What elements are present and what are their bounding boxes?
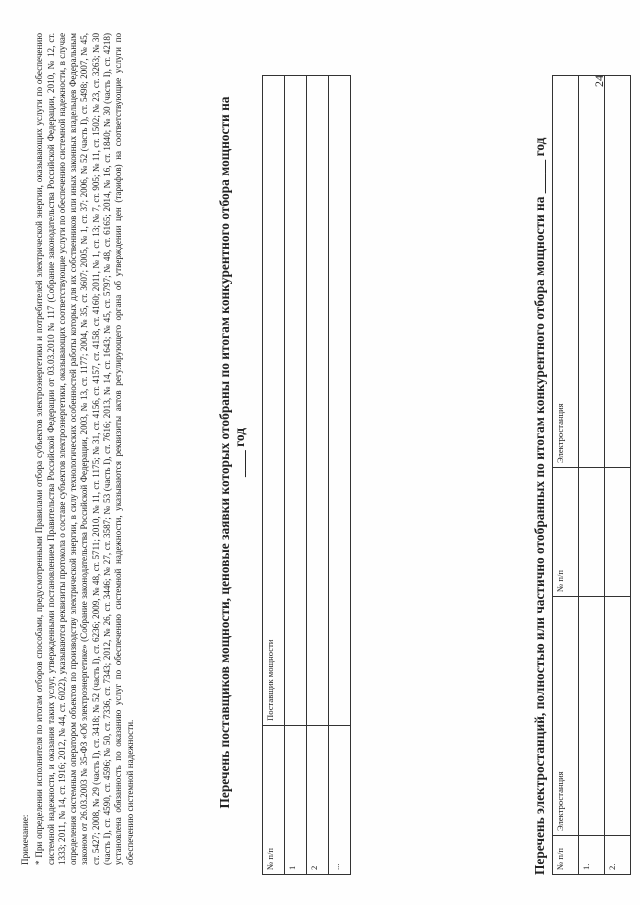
plant-cell xyxy=(579,597,605,836)
column-header-number: № п/п xyxy=(263,726,285,875)
column-header-number: № п/п xyxy=(553,836,579,875)
supplier-cell xyxy=(329,76,351,726)
footnote-block xyxy=(20,33,136,865)
supplier-cell xyxy=(285,76,307,726)
row-number: 1. xyxy=(579,836,605,875)
table-row xyxy=(605,76,631,875)
plant-cell-2 xyxy=(579,76,605,468)
row-number: 2. xyxy=(605,836,631,875)
note-body: * При определении исполнителя по итогам отборов способами, предусмотренными Правилами отбора субъектов электроэнергетики и потребителей электрической энергии, оказывающих услуги по обеспечению системной надежности, и оказания таких услуг, утвержденными постановлением Правительства Российской Федерации от 03.03.2010 № 117 (Собрание законодательства Российской Федерации, 2010, № 12, ст. 1333; 2011, № 14, ст. 1916; 2012, № 44, ст. 6022), указываются реквизиты протокола о составе субъектов электроэнергетики, оказывающих соответствующие услуги по обеспечению системной надежности, в случае определения системным оператором объектов по производству электрической энергии, в силу технологических особенностей работы которых для их собственников или иных законных владельцев Федеральным законом от 26.03.2003 № 35-ФЗ «Об электроэнергетике» (Собрание законодательства Российской Федерации, 2003, № 13, ст. 1177; 2004, № 35, ст. 3607; 2005, № 1, ст. 37; 2006, № 52 (часть I), ст. 5498; 2007, № 45, ст. 5427; 2008, № 29 (часть I), ст. 3418; № 52 (часть I), ст. 6236; 2009, № 48, ст. 5711; 2010, № 11, ст. 1175; № 31, ст. 4156, ст. 4157, ст. 4158, ст. 4160; 2011, № 1, ст. 13; № 7, ст. 905; № 11, ст. 1502; № 23, ст. 3263; № 30 (часть I), ст. 4590, ст. 4596; № 50, ст. 7336, ст. 7343; 2012, № 26, ст. 3446; № 27, ст. 3587; № 53 (часть I), ст. 7616; 2013, № 14, ст. 1643; № 45, ст. 5797; № 48, ст. 6165; 2014, № 16, ст. 1840; № 30 (часть I), ст. 4218) установлена обязанность по оказанию услуг по обеспечению системной надежности, указываются реквизиты актов регулирующего органа об утверждении цен (тарифов) на соответствующие услуги по обеспечению системной надежности. xyxy=(34,33,135,865)
section1-heading-year: ____ год xyxy=(232,428,247,477)
supplier-cell xyxy=(307,76,329,726)
table-row xyxy=(579,76,605,875)
plant-cell-2 xyxy=(605,76,631,468)
row-number: 2 xyxy=(307,726,329,875)
section1-heading: Перечень поставщиков мощности, ценовые заявки которых отобраны по итогам конкурентного отбора мощности на xyxy=(217,96,232,809)
column-header-number-2: № п/п xyxy=(553,468,579,597)
page-number: 24 xyxy=(592,75,606,87)
capacity-suppliers-table xyxy=(262,75,351,875)
table-row xyxy=(285,76,307,875)
power-plants-table xyxy=(552,75,631,875)
table-header-row xyxy=(553,76,579,875)
row-number-2 xyxy=(605,468,631,597)
table-row xyxy=(307,76,329,875)
column-header-supplier: Поставщик мощности xyxy=(263,76,285,726)
section2-heading: Перечень электростанций, полностью или частично отобранных по итогам конкурентного отбора мощности на _____ год xyxy=(532,137,547,875)
table-row xyxy=(329,76,351,875)
plant-cell xyxy=(605,597,631,836)
row-number-2 xyxy=(579,468,605,597)
column-header-plant-2: Электростанция xyxy=(553,76,579,468)
column-header-plant: Электростанция xyxy=(553,597,579,836)
row-number: 1 xyxy=(285,726,307,875)
table-header-row xyxy=(263,76,285,875)
note-title: Примечание: xyxy=(20,814,30,865)
row-number: ... xyxy=(329,726,351,875)
